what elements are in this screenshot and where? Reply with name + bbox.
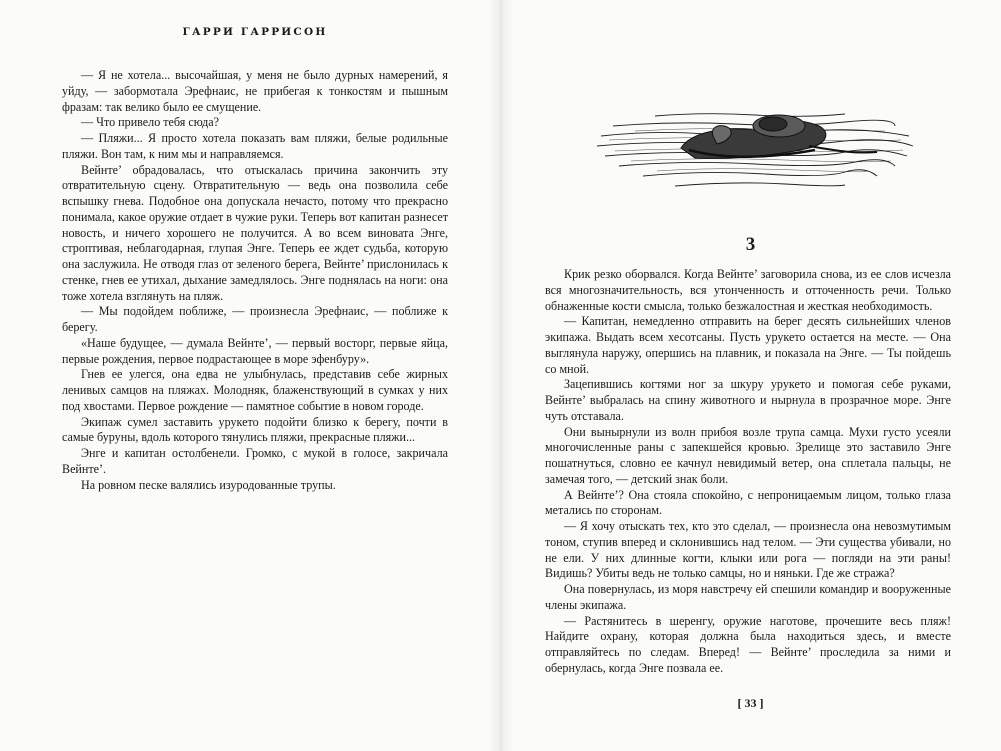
paragraph: Энге и капитан остолбенели. Громко, с мукой в голосе, закричала Вейнте’.: [62, 446, 448, 476]
paragraph: — Я хочу отыскать тех, кто это сделал, — произнесла она невозмутимым тоном, ступив вперед и склонившись над телом. — Эти существа убивали, но не ели. У них длинные когти, клыки или рога — погляди на эти раны! Видишь? Убиты ведь не только самцы, но и няньки. Где же стража?: [545, 519, 951, 581]
page-number: [ 33 ]: [737, 696, 764, 710]
paragraph: — Мы подойдем поближе, — произнесла Эрефнаис, — поближе к берегу.: [62, 304, 448, 334]
paragraph: Крик резко оборвался. Когда Вейнте’ заговорила снова, из ее слов исчезла вся многозначительность, вся утонченность и отточенность речи. Только обнаженные кости смысла, только безжалостная и жесткая необходимость.: [545, 267, 951, 313]
paragraph: — Пляжи... Я просто хотела показать вам пляжи, белые родильные пляжи. Вон там, к ним мы и направляемся.: [62, 131, 448, 161]
paragraph: — Что привело тебя сюда?: [81, 115, 220, 130]
paragraph: А Вейнте’? Она стояла спокойно, с непроницаемым лицом, только глаза метались по сторонам.: [545, 487, 951, 518]
paragraph: Зацепившись когтями ног за шкуру урукето и помогая себе руками, Вейнте’ выбралась на спину животного и нырнула в прозрачное море. Энге чуть отставала.: [545, 377, 951, 423]
chapter-number: 3: [745, 234, 756, 255]
right-page: [500, 0, 1001, 751]
left-page: [0, 0, 500, 751]
paragraph: — Растянитесь в шеренгу, оружие наготове, прочешите весь пляж! Найдите охрану, которая должна была находиться здесь, и вместе отправляйтесь по следам. Вперед! — Вейнте’ проследила за ними и обернулась, когда Энге позвала ее.: [545, 613, 951, 675]
left-text-block: [62, 68, 448, 493]
paragraph: Вейнте’ обрадовалась, что отыскалась причина закончить эту отвратительную сцену. Отвратительную — ведь она позволила себе вспышку гнева. Подобное она допускала нечасто, потому что прекрасно понимала, какое оружие отдает в чужие руки. Теперь вот капитан разнесет новость, и ничего хорошего не получится. А во всем виновата Энге, строптивая, неблагодарная, глупая Энге. Теперь ее ждет судьба, которую она заслужила. Не отводя глаз от зеленого берега, Вейнте’ прислонилась к стенке, гнев ее утихал, дыхание замедлялось. Энге поднялась на ноги: она тоже хотела взглянуть на пляж.: [62, 162, 448, 303]
paragraph: На ровном песке валялись изуродованные трупы.: [81, 477, 336, 492]
running-head: ГАРРИ ГАРРИСОН: [182, 26, 328, 38]
paragraph: — Капитан, немедленно отправить на берег десять сильнейших членов экипажа. Выдать всем хесотсаны. Пусть урукето остается на месте. — Она выглянула наружу, опершись на плавник, и показала на Энге. — Ты пойдешь со мной.: [545, 314, 951, 376]
paragraph: Она повернулась, из моря навстречу ей спешили командир и вооруженные члены экипажа.: [545, 582, 951, 612]
paragraph: Гнев ее улегся, она едва не улыбнулась, представив себе жирных ленивых самцов на пляжах. Молодняк, блаженствующий в сумках у них под хвостами. Первое рождение — памятное событие в новом городе.: [62, 367, 448, 413]
paragraph: — Я не хотела... высочайшая, у меня не было дурных намерений, я уйду, — забормотала Эрефнаис, не прибегая к тонкостям и пышным фразам: так велико было ее смущение.: [62, 68, 448, 114]
paragraph: «Наше будущее, — думала Вейнте’, — первый восторг, первые яйца, первые рождения, первое подрастающее в море эфенбуру».: [62, 335, 448, 366]
chapter-illustration: [595, 88, 915, 200]
paragraph: Они вынырнули из волн прибоя возле трупа самца. Мухи густо усеяли многочисленные раны с запекшейся кровью. Зрелище это заставило Энге пошатнуться, словно ее качнул невидимый ветер, она сплетала пальцы, не замечая того, — детский знак боли.: [545, 424, 951, 486]
paragraph: Экипаж сумел заставить урукето подойти близко к берегу, почти в самые буруны, вдоль которого тянулись пляжи, прекрасные пляжи...: [62, 414, 448, 445]
right-text-block: [545, 267, 951, 677]
